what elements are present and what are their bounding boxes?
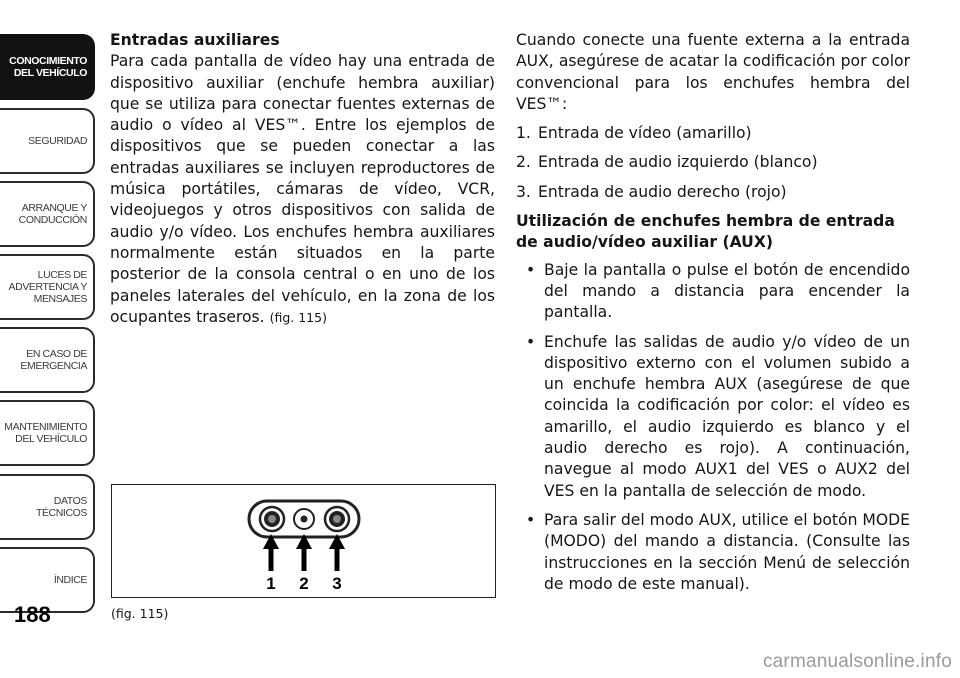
tab-seguridad[interactable] bbox=[0, 108, 95, 174]
tab-label: CONOCIMIENTO DEL VEHÍCULO bbox=[9, 55, 87, 79]
instructions-list bbox=[516, 260, 910, 595]
tab-mantenimiento-del-vehiculo[interactable] bbox=[0, 400, 95, 466]
page-number: 188 bbox=[14, 602, 51, 627]
figure-reference: (fig. 115) bbox=[269, 309, 327, 325]
bullet-icon: • bbox=[526, 260, 536, 279]
left-column bbox=[110, 30, 495, 328]
body-paragraph: Para cada pantalla de vídeo hay una entrada de dispositivo auxiliar (enchufe hembra auxiliar) que se utiliza para conectar fuentes externas de audio o vídeo al VES™. Entre los ejemplos de dispositivos que se pueden conectar a las entradas auxiliares se incluyen reproductores de música portátiles, cámaras de vídeo, VCR, videojuegos y otros dispositivos con salida de audio y/o vídeo. Los enchufes hembra auxiliares normalmente están situados en la parte posterior de la consola central o en uno de los paneles laterales del vehículo, en la zona de los ocupantes traseros. (fig. 115) bbox=[110, 52, 495, 326]
bullet-icon: • bbox=[526, 332, 536, 351]
chapter-sidebar bbox=[0, 0, 100, 630]
right-column bbox=[516, 30, 910, 603]
list-item: 1. Entrada de vídeo (amarillo) bbox=[516, 124, 752, 143]
tab-luces-de-advertencia[interactable] bbox=[0, 254, 95, 320]
label-3: 3 bbox=[332, 574, 342, 593]
aux-jacks-illustration bbox=[112, 485, 495, 597]
jack-1-center bbox=[268, 515, 276, 523]
jack-3-center bbox=[333, 515, 341, 523]
intro-paragraph: Cuando conecte una fuente externa a la entrada AUX, asegúrese de acatar la codificación por color convencional para los enchufes hembra del VES™: bbox=[516, 31, 910, 113]
section-heading: Entradas auxiliares bbox=[110, 31, 280, 49]
list-item: 3. Entrada de audio derecho (rojo) bbox=[516, 182, 787, 201]
tab-datos-tecnicos[interactable] bbox=[0, 474, 95, 540]
tab-label: MANTENIMIENTO DEL VEHÍCULO bbox=[4, 421, 87, 445]
tab-label: SEGURIDAD bbox=[28, 135, 87, 147]
list-item: 2. Entrada de audio izquierdo (blanco) bbox=[516, 153, 818, 172]
list-item: • Enchufe las salidas de audio y/o vídeo de un dispositivo externo con el volumen subido a un enchufe hembra AUX (asegúrese de que coincida la codificación por color: el vídeo es amarillo, el audio izquierdo es blanco y el audio derecho es rojo). A continuación, navegue al modo AUX1 del VES o AUX2 del VES en la pantalla de selección de modo. bbox=[526, 332, 910, 500]
color-code-list bbox=[516, 123, 910, 203]
tab-label: LUCES DE ADVERTENCIA Y MENSAJES bbox=[8, 269, 87, 305]
label-2: 2 bbox=[299, 574, 309, 593]
tab-en-caso-de-emergencia[interactable] bbox=[0, 327, 95, 393]
jack-2-center bbox=[301, 516, 308, 523]
tab-label: EN CASO DE EMERGENCIA bbox=[20, 348, 87, 372]
bullet-icon: • bbox=[526, 510, 536, 529]
watermark: carmanualsonline.info bbox=[762, 651, 952, 672]
figure-caption: (fig. 115) bbox=[111, 606, 169, 621]
list-item: • Baje la pantalla o pulse el botón de encendido del mando a distancia para encender la pantalla. bbox=[526, 260, 910, 322]
figure-aux-jacks bbox=[111, 484, 496, 598]
tab-label: DATOS TÉCNICOS bbox=[35, 495, 87, 519]
list-item: • Para salir del modo AUX, utilice el botón MODE (MODO) del mando a distancia. (Consulte las instrucciones en la sección Menú de selección de modo de este manual). bbox=[526, 510, 911, 593]
tab-label: ARRANQUE Y CONDUCCIÓN bbox=[18, 202, 87, 226]
tab-label: ÍNDICE bbox=[53, 574, 87, 586]
label-1: 1 bbox=[266, 574, 276, 593]
subsection-heading: Utilización de enchufes hembra de entrada de audio/vídeo auxiliar (AUX) bbox=[516, 212, 895, 252]
tab-conocimiento-del-vehiculo[interactable] bbox=[0, 34, 95, 100]
tab-arranque-y-conduccion[interactable] bbox=[0, 181, 95, 247]
arrows bbox=[263, 534, 345, 571]
